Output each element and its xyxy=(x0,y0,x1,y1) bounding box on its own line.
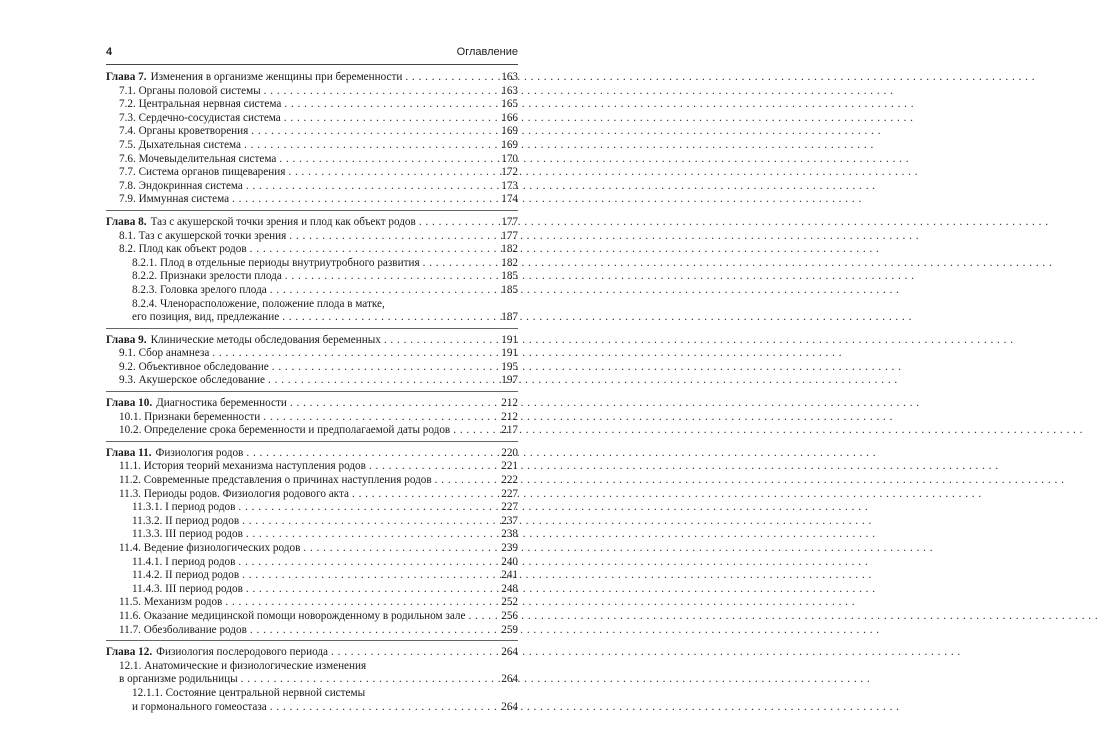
chapter-title xyxy=(106,447,243,461)
entry-title: 7.5. Дыхательная система xyxy=(119,138,242,151)
header-rule xyxy=(106,64,518,65)
page-ref: 264 xyxy=(501,700,518,713)
dot-leader xyxy=(272,361,494,375)
page-ref: 182 xyxy=(501,243,518,256)
page-ref: 187 xyxy=(501,311,518,324)
entry-title: 12.1. Анатомические и физиологические изменения xyxy=(119,659,367,672)
page-ref: 163 xyxy=(501,71,518,83)
dot-leader xyxy=(244,139,494,153)
dot-leader xyxy=(251,125,494,139)
entry-title: 7.9. Иммунная система xyxy=(119,193,230,206)
page-ref: 237 xyxy=(501,514,518,527)
page-ref: 227 xyxy=(501,501,518,514)
running-title: Оглавление xyxy=(456,46,518,58)
entry-title: 7.6. Мочевыделительная система xyxy=(119,152,277,165)
page-ref: 217 xyxy=(501,424,518,437)
dot-leader xyxy=(468,610,494,624)
entry-title: 11.3.2. II период родов xyxy=(132,514,240,527)
dot-leader xyxy=(264,85,494,99)
page-ref: 227 xyxy=(501,487,518,500)
dot-leader xyxy=(241,673,494,687)
entry-title: 8.2.1. Плод в отдельные периоды внутриутробного развития xyxy=(132,256,420,269)
toc-subsection[interactable] xyxy=(106,583,518,597)
page-ref: 259 xyxy=(501,623,518,636)
page-ref: 222 xyxy=(501,474,518,487)
toc-section[interactable] xyxy=(106,243,518,257)
entry-title: 11.3. Периоды родов. Физиология родового акта xyxy=(119,487,349,500)
page-ref: 252 xyxy=(501,596,518,609)
dot-leader xyxy=(250,243,494,257)
toc-section[interactable] xyxy=(106,193,518,207)
dot-leader xyxy=(419,216,494,230)
toc-section[interactable] xyxy=(106,701,518,715)
page-ref: 166 xyxy=(501,111,518,124)
entry-title: 11.5. Механизм родов xyxy=(119,596,223,609)
page-ref: 174 xyxy=(501,193,518,206)
toc-subsection[interactable] xyxy=(106,556,518,570)
chapter-name: Физиология родов xyxy=(155,446,244,459)
chapter-name: Клинические методы обследования беременных xyxy=(150,333,381,346)
entry-title: 11.7. Обезболивание родов xyxy=(119,623,247,636)
page-ref: 185 xyxy=(501,283,518,296)
chapter-title xyxy=(106,397,287,411)
chapter-title xyxy=(106,646,328,660)
page-ref: 170 xyxy=(501,152,518,165)
toc-section[interactable] xyxy=(106,361,518,375)
toc-section[interactable] xyxy=(106,85,518,99)
chapter-title xyxy=(106,334,381,348)
dot-leader xyxy=(282,311,494,325)
entry-title: 11.3.1. I период родов xyxy=(132,501,236,514)
chapter-label: Глава 11. xyxy=(106,446,152,459)
chapter-block xyxy=(106,397,518,442)
dot-leader xyxy=(352,488,494,502)
chapter-name: Физиология послеродового периода xyxy=(156,646,329,659)
dot-leader xyxy=(290,397,494,411)
page-ref: 195 xyxy=(501,360,518,373)
entry-title: 7.2. Центральная нервная система xyxy=(119,98,282,111)
toc-subsection[interactable] xyxy=(106,270,518,284)
toc-subsection[interactable] xyxy=(106,501,518,515)
toc-section[interactable] xyxy=(106,624,518,638)
chapter-block xyxy=(106,447,518,641)
dot-leader xyxy=(405,71,494,85)
chapter-heading[interactable] xyxy=(106,447,518,461)
toc-section[interactable] xyxy=(106,460,518,474)
dot-leader xyxy=(423,257,494,271)
toc-section[interactable] xyxy=(106,660,518,674)
dot-leader xyxy=(246,528,494,542)
dot-leader xyxy=(212,347,494,361)
page-ref: 173 xyxy=(501,179,518,192)
dot-leader xyxy=(250,624,494,638)
dot-leader xyxy=(303,542,494,556)
dot-leader xyxy=(331,646,494,660)
page-ref: 172 xyxy=(501,166,518,179)
chapter-name: Таз с акушерской точки зрения и плод как объект родов xyxy=(150,215,416,228)
dot-leader xyxy=(289,230,494,244)
dot-leader xyxy=(270,701,494,715)
chapter-heading[interactable] xyxy=(106,397,518,411)
entry-title: 10.2. Определение срока беременности и предполагаемой даты родов xyxy=(119,424,451,437)
entry-title: 7.4. Органы кроветворения xyxy=(119,125,249,138)
entry-title: 9.2. Объективное обследование xyxy=(119,360,269,373)
entry-title: 8.1. Таз с акушерской точки зрения xyxy=(119,229,287,242)
toc-subsection[interactable] xyxy=(106,311,518,325)
entry-title: 7.7. Система органов пищеварения xyxy=(119,166,286,179)
toc-section[interactable] xyxy=(106,474,518,488)
chapter-title xyxy=(106,216,416,230)
toc-subsection[interactable] xyxy=(106,298,518,312)
dot-leader xyxy=(242,569,494,583)
dot-leader xyxy=(279,153,494,167)
toc-subsection[interactable] xyxy=(106,257,518,271)
page-ref: 212 xyxy=(501,410,518,423)
page-ref: 182 xyxy=(501,256,518,269)
page-ref: 177 xyxy=(501,229,518,242)
entry-title: 9.1. Сбор анамнеза xyxy=(119,347,210,360)
toc-section[interactable] xyxy=(106,125,518,139)
toc-section[interactable] xyxy=(106,488,518,502)
toc-section[interactable] xyxy=(106,347,518,361)
dot-leader xyxy=(288,166,494,180)
toc-section[interactable] xyxy=(106,166,518,180)
dot-leader xyxy=(369,460,494,474)
dot-leader xyxy=(232,193,494,207)
chapter-heading[interactable] xyxy=(106,71,518,85)
toc-section[interactable] xyxy=(106,610,518,624)
chapter-block xyxy=(106,216,518,329)
dot-leader xyxy=(270,284,494,298)
entry-title: 7.1. Органы половой системы xyxy=(119,84,261,97)
toc-subsection[interactable] xyxy=(106,687,518,701)
entry-title: 12.1.1. Состояние центральной нервной системы xyxy=(132,686,366,699)
entry-title: 8.2. Плод как объект родов xyxy=(119,243,247,256)
chapter-heading[interactable] xyxy=(106,216,518,230)
dot-leader xyxy=(242,515,494,529)
toc-section[interactable] xyxy=(106,139,518,153)
page-ref: 220 xyxy=(501,446,518,459)
dot-leader xyxy=(263,411,494,425)
dot-leader xyxy=(285,270,494,284)
page-ref: 240 xyxy=(501,555,518,568)
page-ref: 169 xyxy=(501,125,518,138)
entry-title: 11.4.1. I период родов xyxy=(132,555,236,568)
page-ref: 169 xyxy=(501,138,518,151)
toc-section[interactable] xyxy=(106,596,518,610)
entry-title: 11.6. Оказание медицинской помощи новорожденному в родильном зале xyxy=(119,609,466,622)
dot-leader xyxy=(435,474,494,488)
toc-section[interactable] xyxy=(106,411,518,425)
dot-leader xyxy=(284,98,494,112)
chapter-label: Глава 10. xyxy=(106,397,153,410)
entry-title: 7.8. Эндокринная система xyxy=(119,179,243,192)
page-ref: 163 xyxy=(501,84,518,97)
page-ref: 165 xyxy=(501,98,518,111)
dot-leader xyxy=(225,596,494,610)
toc-section[interactable] xyxy=(106,673,518,687)
toc-subsection[interactable] xyxy=(106,569,518,583)
entry-title: 9.3. Акушерское обследование xyxy=(119,374,266,387)
chapter-block xyxy=(106,334,518,392)
entry-title: 11.2. Современные представления о причинах наступления родов xyxy=(119,474,432,487)
dot-leader xyxy=(284,112,494,126)
toc-section[interactable] xyxy=(106,230,518,244)
toc-subsection[interactable] xyxy=(106,515,518,529)
entry-title: 11.4.2. II период родов xyxy=(132,569,240,582)
entry-title: 11.1. История теорий механизма наступления родов xyxy=(119,460,366,473)
page-ref: 191 xyxy=(501,333,518,346)
page-ref: 177 xyxy=(501,215,518,228)
page-ref: 221 xyxy=(501,460,518,473)
page-ref: 239 xyxy=(501,542,518,554)
entry-title: 7.3. Сердечно-сосудистая система xyxy=(119,111,281,124)
page-ref: 256 xyxy=(501,609,518,622)
entry-title: 8.2.4. Членорасположение, положение плода в матке, xyxy=(132,297,385,310)
toc-section[interactable] xyxy=(106,98,518,112)
page-number: 4 xyxy=(106,46,113,58)
page-ref: 238 xyxy=(501,528,518,541)
entry-title: 11.4.3. III период родов xyxy=(132,582,243,595)
entry-title: его позиция, вид, предлежание xyxy=(132,311,280,324)
dot-leader xyxy=(453,424,494,438)
page-ref: 212 xyxy=(501,397,518,410)
dot-leader xyxy=(246,447,494,461)
page-ref: 264 xyxy=(501,673,518,686)
chapter-label: Глава 9. xyxy=(106,333,147,346)
table-of-contents xyxy=(106,71,518,722)
entry-title: 11.4. Ведение физиологических родов xyxy=(119,542,301,554)
page-ref: 191 xyxy=(501,347,518,360)
chapter-block xyxy=(106,71,518,211)
toc-section[interactable] xyxy=(106,542,518,556)
page-ref: 185 xyxy=(501,270,518,283)
entry-title: 8.2.3. Головка зрелого плода xyxy=(132,283,267,296)
toc-section[interactable] xyxy=(106,374,518,388)
entry-title: 10.1. Признаки беременности xyxy=(119,410,261,423)
chapter-heading[interactable] xyxy=(106,334,518,348)
dot-leader xyxy=(238,501,494,515)
chapter-heading[interactable] xyxy=(106,646,518,660)
dot-leader xyxy=(246,583,494,597)
page-ref: 197 xyxy=(501,374,518,387)
toc-section[interactable] xyxy=(106,112,518,126)
page-ref: 241 xyxy=(501,569,518,582)
chapter-label: Глава 8. xyxy=(106,215,147,228)
toc-subsection[interactable] xyxy=(106,284,518,298)
dot-leader xyxy=(238,556,494,570)
toc-section[interactable] xyxy=(106,180,518,194)
chapter-label: Глава 12. xyxy=(106,646,153,659)
toc-section[interactable] xyxy=(106,153,518,167)
page-ref: 264 xyxy=(501,646,518,659)
chapter-title xyxy=(106,71,402,85)
toc-subsection[interactable] xyxy=(106,528,518,542)
chapter-name: Диагностика беременности xyxy=(156,397,287,410)
page-ref: 248 xyxy=(501,582,518,595)
chapter-name: Изменения в организме женщины при беременности xyxy=(150,71,403,83)
entry-title: в организме родильницы xyxy=(119,673,238,686)
dot-leader xyxy=(384,334,494,348)
chapter-block xyxy=(106,646,518,717)
entry-title: 8.2.2. Признаки зрелости плода xyxy=(132,270,282,283)
page-header xyxy=(106,46,518,60)
entry-title: и гормонального гомеостаза xyxy=(132,700,267,713)
entry-title: 11.3.3. III период родов xyxy=(132,528,243,541)
chapter-label: Глава 7. xyxy=(106,71,147,83)
dot-leader xyxy=(246,180,494,194)
dot-leader xyxy=(268,374,494,388)
toc-section[interactable] xyxy=(106,424,518,438)
